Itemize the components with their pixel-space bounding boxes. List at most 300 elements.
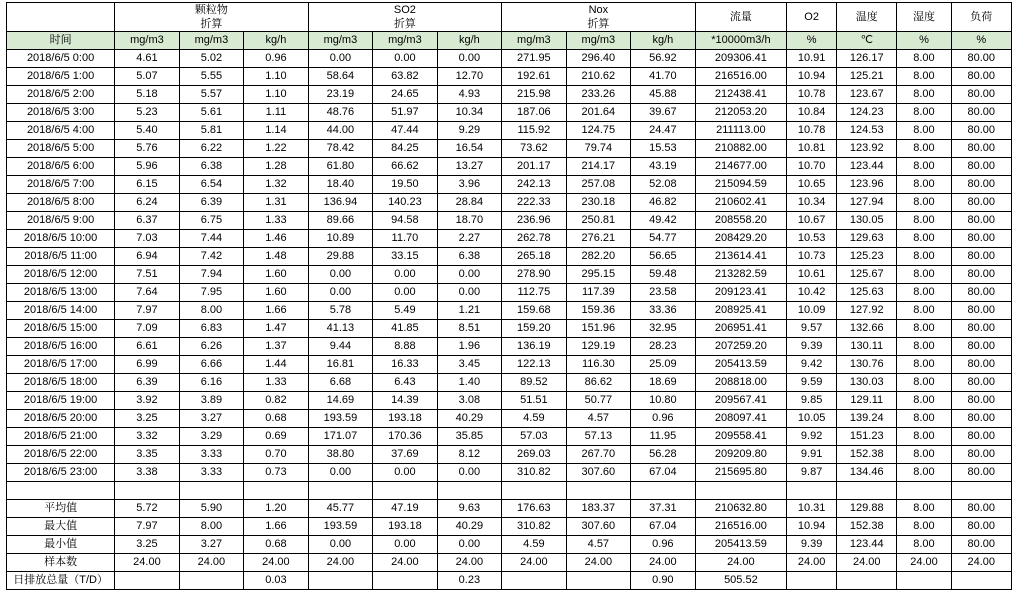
- cell-value: 209567.41: [695, 392, 787, 410]
- cell-value: 3.32: [115, 428, 179, 446]
- daily-total-value: 0.90: [631, 572, 696, 590]
- cell-value: 250.81: [566, 212, 630, 230]
- cell-value: 7.95: [179, 284, 243, 302]
- cell-value: 132.66: [837, 320, 897, 338]
- spacer-cell: [502, 482, 566, 500]
- table-body: [7, 50, 1012, 590]
- cell-value: 7.03: [115, 230, 179, 248]
- cell-value: 80.00: [951, 266, 1011, 284]
- cell-value: 4.59: [502, 410, 566, 428]
- group-sub-nox: 折算: [587, 18, 610, 30]
- cell-value: 57.03: [502, 428, 566, 446]
- cell-value: 13.27: [437, 158, 501, 176]
- table-row: [7, 464, 1012, 482]
- cell-value: 209123.41: [695, 284, 787, 302]
- cell-value: 7.09: [115, 320, 179, 338]
- cell-value: 187.06: [502, 104, 566, 122]
- cell-value: 1.66: [244, 302, 309, 320]
- table-row: [7, 446, 1012, 464]
- cell-value: 296.40: [566, 50, 630, 68]
- cell-value: 80.00: [951, 122, 1011, 140]
- daily-total-value: 505.52: [695, 572, 787, 590]
- cell-value: 151.96: [566, 320, 630, 338]
- cell-value: 29.88: [308, 248, 372, 266]
- cell-value: 8.00: [897, 122, 951, 140]
- cell-value: 80.00: [951, 410, 1011, 428]
- cell-value: 0.70: [244, 446, 309, 464]
- spacer-cell: [373, 482, 437, 500]
- summary-value: 3.27: [179, 536, 243, 554]
- cell-value: 80.00: [951, 302, 1011, 320]
- cell-value: 19.50: [373, 176, 437, 194]
- cell-value: 126.17: [837, 50, 897, 68]
- cell-value: 79.74: [566, 140, 630, 158]
- summary-value: 80.00: [951, 518, 1011, 536]
- cell-value: 112.75: [502, 284, 566, 302]
- cell-value: 211113.00: [695, 122, 787, 140]
- table-row: [7, 410, 1012, 428]
- summary-value: 129.88: [837, 500, 897, 518]
- unit-humidity: %: [897, 32, 951, 50]
- daily-total-value: [179, 572, 243, 590]
- cell-value: 7.97: [115, 302, 179, 320]
- cell-value: 9.39: [787, 338, 837, 356]
- cell-value: 10.73: [787, 248, 837, 266]
- cell-value: 1.60: [244, 284, 309, 302]
- cell-value: 124.75: [566, 122, 630, 140]
- unit-load: %: [951, 32, 1011, 50]
- cell-value: 209558.41: [695, 428, 787, 446]
- cell-value: 0.00: [437, 50, 501, 68]
- cell-value: 67.04: [631, 464, 696, 482]
- summary-value: 310.82: [502, 518, 566, 536]
- summary-value: 80.00: [951, 500, 1011, 518]
- daily-total-label: 日排放总量（T/D）: [7, 572, 115, 590]
- cell-value: 8.00: [897, 86, 951, 104]
- cell-value: 6.38: [437, 248, 501, 266]
- summary-value: 24.00: [373, 554, 437, 572]
- group-header-temperature: 温度: [837, 3, 897, 32]
- cell-value: 56.92: [631, 50, 696, 68]
- group-header-o2: O2: [787, 3, 837, 32]
- cell-value: 159.68: [502, 302, 566, 320]
- summary-value: 0.00: [308, 536, 372, 554]
- cell-value: 5.78: [308, 302, 372, 320]
- cell-timestamp: 2018/6/5 14:00: [7, 302, 115, 320]
- report-sheet: [6, 2, 1016, 590]
- cell-value: 0.00: [308, 50, 372, 68]
- unit-so2-rate: kg/h: [437, 32, 501, 50]
- cell-timestamp: 2018/6/5 21:00: [7, 428, 115, 446]
- cell-timestamp: 2018/6/5 23:00: [7, 464, 115, 482]
- cell-value: 10.81: [787, 140, 837, 158]
- cell-value: 43.19: [631, 158, 696, 176]
- cell-value: 152.38: [837, 446, 897, 464]
- cell-value: 208818.00: [695, 374, 787, 392]
- cell-value: 5.07: [115, 68, 179, 86]
- summary-value: 24.00: [115, 554, 179, 572]
- cell-value: 80.00: [951, 338, 1011, 356]
- cell-value: 10.09: [787, 302, 837, 320]
- cell-timestamp: 2018/6/5 22:00: [7, 446, 115, 464]
- cell-value: 2.27: [437, 230, 501, 248]
- group-header-so2: [308, 3, 501, 32]
- cell-value: 73.62: [502, 140, 566, 158]
- table-row: [7, 68, 1012, 86]
- cell-value: 267.70: [566, 446, 630, 464]
- summary-value: 24.00: [695, 554, 787, 572]
- cell-value: 1.96: [437, 338, 501, 356]
- cell-value: 139.24: [837, 410, 897, 428]
- cell-value: 129.63: [837, 230, 897, 248]
- cell-value: 215695.80: [695, 464, 787, 482]
- cell-value: 210882.00: [695, 140, 787, 158]
- cell-value: 80.00: [951, 86, 1011, 104]
- cell-value: 214677.00: [695, 158, 787, 176]
- cell-value: 0.00: [308, 266, 372, 284]
- unit-so2-conv: mg/m3: [373, 32, 437, 50]
- cell-value: 1.48: [244, 248, 309, 266]
- summary-value: 24.00: [787, 554, 837, 572]
- cell-value: 5.96: [115, 158, 179, 176]
- cell-value: 78.42: [308, 140, 372, 158]
- cell-value: 41.70: [631, 68, 696, 86]
- table-row: [7, 374, 1012, 392]
- cell-value: 216516.00: [695, 68, 787, 86]
- summary-value: 7.97: [115, 518, 179, 536]
- daily-total-value: [115, 572, 179, 590]
- cell-value: 201.64: [566, 104, 630, 122]
- cell-value: 115.92: [502, 122, 566, 140]
- summary-value: 5.90: [179, 500, 243, 518]
- table-row: [7, 428, 1012, 446]
- cell-value: 5.40: [115, 122, 179, 140]
- cell-value: 207259.20: [695, 338, 787, 356]
- cell-value: 1.11: [244, 104, 309, 122]
- daily-total-value: [837, 572, 897, 590]
- cell-value: 0.00: [437, 464, 501, 482]
- cell-value: 80.00: [951, 104, 1011, 122]
- cell-value: 213614.41: [695, 248, 787, 266]
- cell-value: 80.00: [951, 158, 1011, 176]
- cell-value: 6.15: [115, 176, 179, 194]
- summary-value: 8.00: [179, 518, 243, 536]
- cell-value: 6.38: [179, 158, 243, 176]
- cell-value: 257.08: [566, 176, 630, 194]
- cell-value: 4.57: [566, 410, 630, 428]
- cell-value: 6.61: [115, 338, 179, 356]
- cell-value: 8.00: [897, 320, 951, 338]
- cell-value: 94.58: [373, 212, 437, 230]
- cell-value: 3.96: [437, 176, 501, 194]
- summary-value: 0.00: [437, 536, 501, 554]
- cell-value: 0.00: [308, 284, 372, 302]
- summary-value: 24.00: [179, 554, 243, 572]
- cell-value: 9.91: [787, 446, 837, 464]
- summary-value: 1.20: [244, 500, 309, 518]
- cell-value: 80.00: [951, 356, 1011, 374]
- spacer-cell: [695, 482, 787, 500]
- cell-value: 129.11: [837, 392, 897, 410]
- cell-value: 6.83: [179, 320, 243, 338]
- summary-value: 176.63: [502, 500, 566, 518]
- cell-value: 262.78: [502, 230, 566, 248]
- daily-total-value: [897, 572, 951, 590]
- cell-value: 278.90: [502, 266, 566, 284]
- group-header-blank: [7, 3, 115, 32]
- cell-value: 6.24: [115, 194, 179, 212]
- cell-value: 10.67: [787, 212, 837, 230]
- cell-value: 8.12: [437, 446, 501, 464]
- daily-total-value: 0.23: [437, 572, 501, 590]
- cell-value: 8.00: [897, 104, 951, 122]
- cell-value: 0.96: [244, 50, 309, 68]
- cell-value: 14.69: [308, 392, 372, 410]
- summary-value: 3.25: [115, 536, 179, 554]
- cell-value: 10.34: [787, 194, 837, 212]
- cell-value: 1.28: [244, 158, 309, 176]
- summary-value: 24.00: [837, 554, 897, 572]
- cell-value: 125.23: [837, 248, 897, 266]
- cell-value: 38.80: [308, 446, 372, 464]
- cell-value: 41.85: [373, 320, 437, 338]
- cell-value: 15.53: [631, 140, 696, 158]
- cell-value: 230.18: [566, 194, 630, 212]
- table-row: [7, 266, 1012, 284]
- cell-value: 10.84: [787, 104, 837, 122]
- cell-value: 5.02: [179, 50, 243, 68]
- cell-value: 6.26: [179, 338, 243, 356]
- cell-value: 8.00: [897, 230, 951, 248]
- cell-value: 33.15: [373, 248, 437, 266]
- daily-total-value: 0.03: [244, 572, 309, 590]
- cell-value: 58.64: [308, 68, 372, 86]
- summary-value: 10.94: [787, 518, 837, 536]
- cell-value: 5.55: [179, 68, 243, 86]
- cell-value: 8.00: [179, 302, 243, 320]
- summary-label: 样本数: [7, 554, 115, 572]
- cell-value: 1.47: [244, 320, 309, 338]
- table-row: [7, 86, 1012, 104]
- cell-value: 5.57: [179, 86, 243, 104]
- cell-value: 10.61: [787, 266, 837, 284]
- cell-value: 151.23: [837, 428, 897, 446]
- cell-value: 6.39: [179, 194, 243, 212]
- cell-value: 84.25: [373, 140, 437, 158]
- summary-row: [7, 536, 1012, 554]
- cell-value: 8.00: [897, 410, 951, 428]
- cell-value: 129.19: [566, 338, 630, 356]
- cell-value: 11.70: [373, 230, 437, 248]
- cell-value: 1.14: [244, 122, 309, 140]
- table-row: [7, 320, 1012, 338]
- group-title-so2: SO2: [393, 4, 416, 16]
- cell-value: 212438.41: [695, 86, 787, 104]
- cell-value: 14.39: [373, 392, 437, 410]
- cell-value: 86.62: [566, 374, 630, 392]
- cell-value: 116.30: [566, 356, 630, 374]
- cell-value: 6.39: [115, 374, 179, 392]
- cell-value: 8.00: [897, 284, 951, 302]
- group-header-humidity: 湿度: [897, 3, 951, 32]
- cell-timestamp: 2018/6/5 6:00: [7, 158, 115, 176]
- cell-value: 136.19: [502, 338, 566, 356]
- cell-value: 1.33: [244, 212, 309, 230]
- unit-nox-conc: mg/m3: [502, 32, 566, 50]
- cell-value: 10.94: [787, 68, 837, 86]
- group-header-row: [7, 3, 1012, 32]
- group-title-particulate: 颗粒物: [194, 4, 228, 16]
- cell-value: 9.59: [787, 374, 837, 392]
- cell-value: 307.60: [566, 464, 630, 482]
- cell-value: 6.54: [179, 176, 243, 194]
- summary-value: 0.00: [373, 536, 437, 554]
- summary-value: 24.00: [244, 554, 309, 572]
- cell-value: 171.07: [308, 428, 372, 446]
- summary-value: 4.57: [566, 536, 630, 554]
- summary-value: 307.60: [566, 518, 630, 536]
- cell-value: 208925.41: [695, 302, 787, 320]
- summary-label: 最小值: [7, 536, 115, 554]
- cell-value: 16.33: [373, 356, 437, 374]
- spacer-cell: [837, 482, 897, 500]
- spacer-cell: [631, 482, 696, 500]
- cell-value: 80.00: [951, 446, 1011, 464]
- cell-value: 80.00: [951, 284, 1011, 302]
- cell-value: 0.73: [244, 464, 309, 482]
- cell-value: 6.43: [373, 374, 437, 392]
- daily-total-value: [951, 572, 1011, 590]
- cell-value: 0.00: [373, 284, 437, 302]
- table-row: [7, 194, 1012, 212]
- cell-value: 8.00: [897, 446, 951, 464]
- cell-value: 117.39: [566, 284, 630, 302]
- cell-value: 125.67: [837, 266, 897, 284]
- cell-value: 1.46: [244, 230, 309, 248]
- summary-value: 8.00: [897, 500, 951, 518]
- cell-value: 8.00: [897, 176, 951, 194]
- cell-value: 134.46: [837, 464, 897, 482]
- cell-value: 9.85: [787, 392, 837, 410]
- cell-value: 276.21: [566, 230, 630, 248]
- table-row: [7, 50, 1012, 68]
- cell-value: 1.33: [244, 374, 309, 392]
- cell-value: 5.18: [115, 86, 179, 104]
- cell-value: 6.37: [115, 212, 179, 230]
- cell-value: 127.94: [837, 194, 897, 212]
- unit-temperature: ℃: [837, 32, 897, 50]
- summary-value: 47.19: [373, 500, 437, 518]
- summary-value: 80.00: [951, 536, 1011, 554]
- cell-value: 205413.59: [695, 356, 787, 374]
- daily-total-value: [787, 572, 837, 590]
- daily-total-value: [502, 572, 566, 590]
- group-sub-so2: 折算: [393, 18, 416, 30]
- cell-value: 11.95: [631, 428, 696, 446]
- cell-value: 5.81: [179, 122, 243, 140]
- cell-value: 1.21: [437, 302, 501, 320]
- table-row: [7, 392, 1012, 410]
- cell-value: 212053.20: [695, 104, 787, 122]
- spacer-cell: [7, 482, 115, 500]
- cell-timestamp: 2018/6/5 18:00: [7, 374, 115, 392]
- cell-value: 7.51: [115, 266, 179, 284]
- unit-nox-rate: kg/h: [631, 32, 696, 50]
- cell-value: 8.00: [897, 194, 951, 212]
- cell-value: 37.69: [373, 446, 437, 464]
- cell-value: 3.29: [179, 428, 243, 446]
- spacer-cell: [951, 482, 1011, 500]
- cell-value: 159.36: [566, 302, 630, 320]
- summary-row: [7, 554, 1012, 572]
- unit-particulate-conv: mg/m3: [179, 32, 243, 50]
- spacer-cell: [179, 482, 243, 500]
- summary-value: 9.63: [437, 500, 501, 518]
- table-row: [7, 230, 1012, 248]
- cell-value: 3.35: [115, 446, 179, 464]
- summary-value: 24.00: [437, 554, 501, 572]
- summary-label: 平均值: [7, 500, 115, 518]
- summary-value: 123.44: [837, 536, 897, 554]
- cell-timestamp: 2018/6/5 13:00: [7, 284, 115, 302]
- cell-value: 1.60: [244, 266, 309, 284]
- group-sub-particulate: 折算: [200, 18, 223, 30]
- cell-value: 193.59: [308, 410, 372, 428]
- cell-value: 8.00: [897, 374, 951, 392]
- cell-value: 3.38: [115, 464, 179, 482]
- summary-value: 183.37: [566, 500, 630, 518]
- cell-value: 80.00: [951, 464, 1011, 482]
- cell-value: 6.99: [115, 356, 179, 374]
- group-title-nox: Nox: [588, 4, 609, 16]
- summary-value: 24.00: [951, 554, 1011, 572]
- cell-value: 24.47: [631, 122, 696, 140]
- cell-value: 57.13: [566, 428, 630, 446]
- cell-value: 6.22: [179, 140, 243, 158]
- cell-value: 310.82: [502, 464, 566, 482]
- cell-value: 50.77: [566, 392, 630, 410]
- spacer-cell: [244, 482, 309, 500]
- cell-value: 44.00: [308, 122, 372, 140]
- cell-value: 209209.80: [695, 446, 787, 464]
- cell-value: 40.29: [437, 410, 501, 428]
- cell-value: 123.92: [837, 140, 897, 158]
- cell-value: 63.82: [373, 68, 437, 86]
- cell-value: 35.85: [437, 428, 501, 446]
- unit-header-row: [7, 32, 1012, 50]
- cell-value: 4.61: [115, 50, 179, 68]
- cell-value: 9.42: [787, 356, 837, 374]
- cell-value: 0.82: [244, 392, 309, 410]
- cell-value: 8.00: [897, 212, 951, 230]
- cell-value: 125.63: [837, 284, 897, 302]
- cell-value: 201.17: [502, 158, 566, 176]
- unit-particulate-rate: kg/h: [244, 32, 309, 50]
- cell-value: 8.00: [897, 302, 951, 320]
- summary-value: 24.00: [308, 554, 372, 572]
- cell-value: 6.68: [308, 374, 372, 392]
- cell-value: 1.31: [244, 194, 309, 212]
- daily-total-value: [308, 572, 372, 590]
- cell-value: 24.65: [373, 86, 437, 104]
- cell-value: 52.08: [631, 176, 696, 194]
- cell-timestamp: 2018/6/5 0:00: [7, 50, 115, 68]
- cell-value: 9.92: [787, 428, 837, 446]
- cell-value: 0.00: [308, 464, 372, 482]
- cell-value: 80.00: [951, 320, 1011, 338]
- summary-value: 193.18: [373, 518, 437, 536]
- cell-value: 80.00: [951, 248, 1011, 266]
